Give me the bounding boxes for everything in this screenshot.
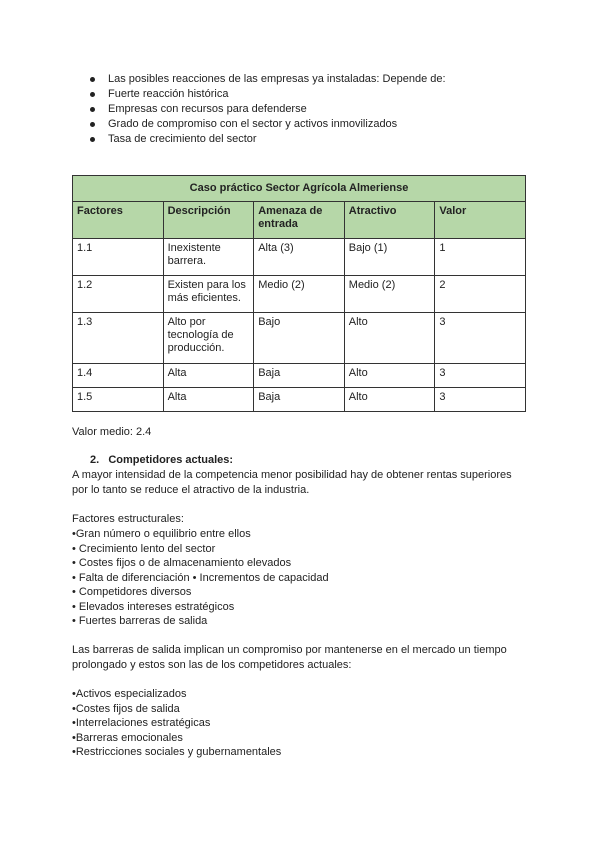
table-title: Caso práctico Sector Agrícola Almeriense [73,176,526,202]
column-header: Atractivo [344,202,435,239]
section-title: Competidores actuales: [108,454,234,466]
table-row [73,313,526,364]
table-cell: 1 [435,239,526,276]
column-header: Factores [73,202,164,239]
list-item: • Costes fijos o de almacenamiento elevados [72,557,292,569]
list-item: •Gran número o equilibrio entre ellos [72,528,251,540]
list-item: Empresas con recursos para defenderse [90,102,446,117]
table-cell: Alto [344,388,435,412]
table-cell: Alto por tecnología de producción. [163,313,254,364]
paragraph-line: Las barreras de salida implican un compromiso por mantenerse en el mercado un tiempo [72,644,507,656]
section-number: 2. [90,454,100,466]
table-cell: 1.2 [73,276,164,313]
table-cell: Alta (3) [254,239,345,276]
list-item: •Barreras emocionales [72,731,183,744]
table-row [73,276,526,313]
table-cell: Medio (2) [254,276,345,313]
table-cell: Bajo (1) [344,239,435,276]
list-item: •Activos especializados [72,688,187,700]
table-cell: Baja [254,364,345,388]
table-cell: Baja [254,388,345,412]
table-cell: Alta [163,364,254,388]
table-cell: Medio (2) [344,276,435,313]
section-heading [90,453,233,468]
table-row [73,388,526,412]
table-cell: 3 [435,364,526,388]
list-item: • Fuertes barreras de salida [72,615,208,627]
paragraph-line: por lo tanto se reduce el atractivo de la industria. [72,484,310,496]
paragraph-line: prolongado y estos son las de los competidores actuales: [72,659,352,671]
valor-medio: Valor medio: 2.4 [72,426,152,438]
table-cell: 1.3 [73,313,164,364]
table-row [73,364,526,388]
list-item: Fuerte reacción histórica [90,87,446,102]
list-item: • Crecimiento lento del sector [72,542,216,555]
table-cell: Inexistente barrera. [163,239,254,276]
list-item: •Costes fijos de salida [72,702,180,715]
list-item: •Restricciones sociales y gubernamentales [72,746,282,758]
list-item: • Competidores diversos [72,586,192,598]
table-cell: 1.1 [73,239,164,276]
table-cell: 1.5 [73,388,164,412]
list-item: Grado de compromiso con el sector y activos inmovilizados [90,117,446,132]
table-row [73,239,526,276]
case-table [72,175,526,412]
column-header: Descripción [163,202,254,239]
table-cell: 2 [435,276,526,313]
list-item: • Elevados intereses estratégicos [72,600,235,613]
list-item: Tasa de crecimiento del sector [90,132,446,147]
table-cell: Alta [163,388,254,412]
table-cell: 3 [435,388,526,412]
table-cell: 1.4 [73,364,164,388]
factores-title: Factores estructurales: [72,513,184,525]
table-cell: Alto [344,313,435,364]
list-item: • Falta de diferenciación • Incrementos de capacidad [72,571,329,584]
table-cell: Alto [344,364,435,388]
list-item: •Interrelaciones estratégicas [72,717,211,729]
table-cell: Existen para los más eficientes. [163,276,254,313]
column-header: Valor [435,202,526,239]
paragraph-line: A mayor intensidad de la competencia menor posibilidad hay de obtener rentas superiores [72,469,512,481]
table-cell: Bajo [254,313,345,364]
column-header: Amenaza de entrada [254,202,345,239]
bullet-list [90,72,446,147]
table-cell: 3 [435,313,526,364]
list-item: Las posibles reacciones de las empresas ya instaladas: Depende de: [90,72,446,87]
